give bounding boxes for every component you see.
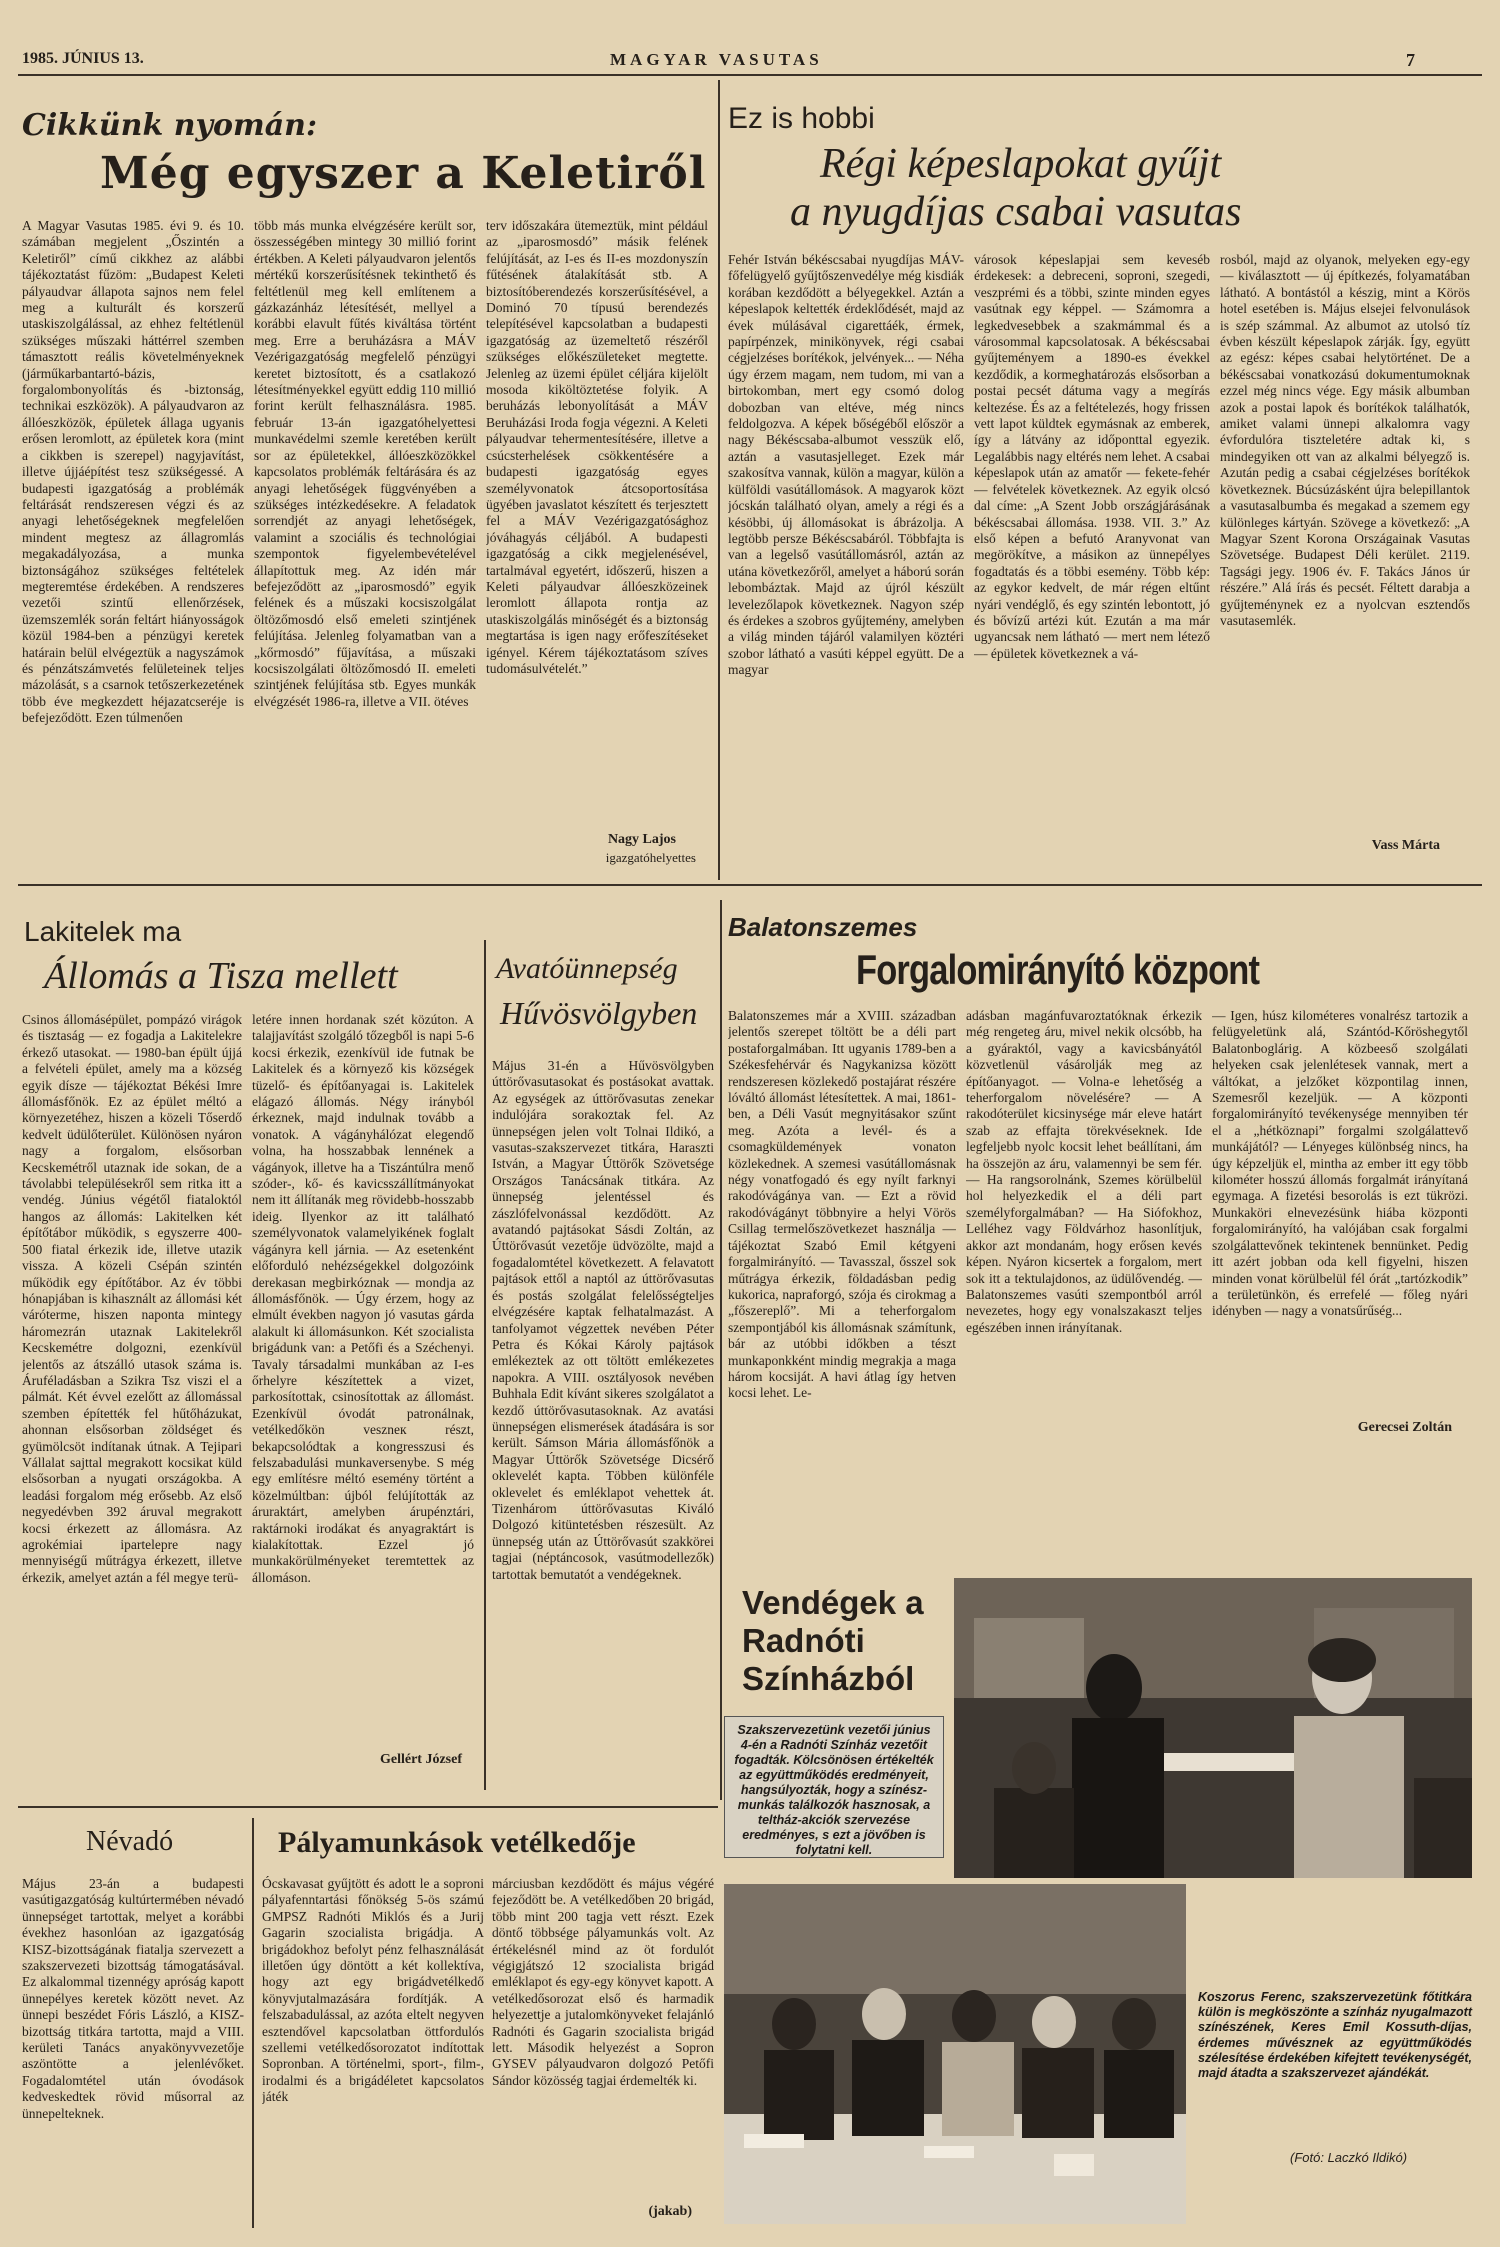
palya-title: Pályamunkások vetélkedője	[278, 1826, 636, 1859]
balaton-col-1: Balatonszemes már a XVIII. században jelentős szerepet töltött be a déli part postaforgalmában. Itt ugyanis 1789-ben a Székesfehérvár és Nagykanizsa között rendszeresen közlekedő postajárat részére lóváltó állomást létesítettek. A mai, 1861-ben, a Déli Vasút megnyitásakor szűnt meg. Azóta a levél- és a csomagküldemények vonaton közlekednek. A szemesi vasútállomásnak négy vonatfogadó és egy nyílt farknyi rakodóvágánya van. — Ezt a rövid rakodóvágányt többnyire a helyi Vörös Csillag termelőszövetkezet használja — tájékoztat Szabó Emil kétgyeni forgalmirányító. — Tavasszal, ősszel sok műtrágya érkezik, földadásban pedig kukorica, napraforgó, szója és cirokmag a „főszereplő”. Mi a teherforgalom szempontjából kis állomásnak számítunk, bár az utóbbi időkben a tészt munkaponkként mindig megrakja a maga három kocsiját. A havi átlag így hetven kocsi lehet. Le-	[728, 1008, 956, 1401]
masthead-date: 1985. JÚNIUS 13.	[22, 50, 144, 67]
keleti-col-2: több más munka elvégzésére került sor, összességében mintegy 30 millió forint értékben. A Keleti pályaudvaron jelentős mértékű korszerűsítésnek tekinthető és feltétlenül meg kell említenem a gázkazánház létesítését, mellyel a korábbi elavult fűtés kiváltása történt meg. Erre a beruházásra a MÁV Vezérigazgatóság megfelelő pénzügyi keretet biztosított, és a csatlakozó létesítményekkel együtt eddig 110 millió forint került felhasználásra. 1985. február 13-án igazgatóhelyettesi munkavédelmi szemle keretében került sor az épületekkel, állóeszközökkel kapcsolatos problémák feltárására és az anyagi lehetőségek függvényében a szükséges intézkedésekre. A feladatok sorrendjét az anyagi lehetőségek, valamint a szociális és technológiai szempontok figyelembevételével állapítottuk meg. Az idén már befejeződött az „iparosmosdó” egyik felének és a műszaki kocsiszolgálat öltözőmosdó első emeleti szintjének felújítása. Jelenleg folyamatban van a „kőrmosdó” fűjavítása, a műszaki kocsiszolgálati öltözőmosdó II. emeleti szintjének felújítása stb. Egyes munkák elvégzését 1986-ra, illetve a VII. ötéves	[254, 218, 476, 709]
lakitelek-kicker: Lakitelek ma	[24, 916, 182, 947]
avato-title-line-1: Avatóünnepség	[496, 952, 678, 985]
keleti-kicker: Cikkünk nyomán:	[22, 108, 318, 143]
palya-col-1: Ócskavasat gyűjtött és adott le a soproni pályafenntartási főnökség 5-ös számú GMPSZ Radnóti Miklós és a Jurij Gagarin szocialista brigádja. A brigádokhoz befolyt pénz felhasználását illetően úgy döntött a két kollektíva, hogy azt egy brigádvetélkedő könyvjutalmazására fordítják. A felszabadulással, az azóta eltelt negyven esztendővel kapcsolatban öttfordulós szellemi vetélkedősorozatot indítottak Sopronban. A történelmi, sport-, film-, irodalmi és a brigádéletet kapcsolatos játék	[262, 1876, 484, 2105]
nevado-title: Névadó	[86, 1826, 174, 1857]
vendegek-caption-1: Szakszervezetünk vezetői június 4-én a Radnóti Színház vezetőit fogadták. Kölcsönösen értékelték az együttműködés eredményeit, hangsúlyozták, hogy a színész-munkás találkozók hasznosak, a teltház-akciók szervezése eredményes, s ezt a jövőben is folytatni kell.	[724, 1716, 944, 1858]
section-rule-middle	[18, 884, 1482, 886]
balaton-signature: Gerecsei Zoltán	[1357, 1420, 1452, 1435]
keleti-col-3: terv időszakára ütemeztük, mint például az „iparosmosdó” másik felének felújítását, az I-es és II-es mozdonyszín fűtésének átalakítását stb. A biztosítóberendezés korszerűsítésével, a Dominó 70 típusú berendezés telepítésével kapcsolatban a budapesti igazgatóság az üzemeltető részéről szükséges előkészületeket megtette. Jelenleg az üzemi épület céljára kijelölt mosoda kiköltöztetése folyik. A beruházás lebonyolítását a MÁV Beruházási Iroda fogja végezni. A Keleti pályaudvar tehermentesítésére, illetve a csúcsterhelések csökkentésére a budapesti igazgatóság egyes személyvonatok átcsoportosítása ügyében javaslatot készített és terjesztett fel a MÁV Vezérigazgatósághoz jóváhagyás céljából. A budapesti igazgatóság a cikk megjelenésével, tartalmával egyetért, időszerű, hiszen a Keleti pályaudvar állóeszközeinek leromlott állapota rontja az utaskiszolgálás minőségét és a biztonság megtartása is igen nagy erőfeszítéseket igényel. Kérem tájékoztatásom szíves tudomásulvételét.”	[486, 218, 708, 676]
palya-col-2: márciusban kezdődött és május végéré fejeződött be. A vetélkedőben 20 brigád, több mint 200 tagja vett részt. Ezek döntő többsége pályamunkás volt. Az értékelésnél mind az öt fordulót végigjátszó 12 szocialista brigád emléklapot és egy-egy könyvet kapott. A vetélkedősorozat első és harmadik helyezettje a jutalomkönyveket felajánló Radnóti és Gagarin szocialista brigád lett. Második helyezést a Sopron GYSEV pályaudvaron dolgozó Petőfi Sándor közösség tagjai érdemelték ki.	[492, 1876, 714, 2088]
masthead-rule	[18, 74, 1482, 76]
photo-meeting	[724, 1884, 1186, 2224]
balaton-col-2: adásban magánfuvaroztatóknak érkezik még rengeteg áru, mivel nekik olcsóbb, ha a gyáraktól, vagy a kavicsbányától közvetlenül vásárolják meg az építőanyagot. — Volna-e lehetőség a teherforgalom növelésére? — A rakodóterület kicsinysége már eleve határt szab az effajta törekvéseknek. Ide legfeljebb nyolc kocsit lehet beállítani, ám ha összejön az áru, valamennyi be sem fér. — Ha rangsorolnánk, Szemes körülbelül hol helyezkedik el a déli part személyforgalmában? — Ha Siófokhoz, Lelléhez vagy Földvárhoz hasonlítjuk, akkor azt mondanám, hogy erősen kevés képen. Nyáron kicsertek a forgalom, mert sok itt a tektulajdonos, az üdülővendég. — Balatonszemes vasúti szempontból arról nevezetes, hogy egy vonalszakaszt teljes egészében innen irányítanak.	[966, 1008, 1202, 1335]
palya-signature: (jakab)	[648, 2204, 692, 2219]
hobbi-col-3: rosból, majd az olyanok, melyeken egy-egy — kiválasztott — új építkezés, folyamatában látható. A bontástól a készig, mint a Körös hotel esetében is. Május elsejei felvonulások is szép számmal. Az albumot az utolsó tíz évben készült képeslapok zárják. Így, együtt az egész: képes csabai helytörténet. De a békéscsabai vonatkozású dokumentumoknak ezzel még nincs vége. Egy másik albumban azok a postai lapok és borítékok találhatók, amiket valami ünnepi alkalomra vagy évfordulóra tiszteletére adtak ki, s mindegyiken ott van az alkalmi bélyegző is. Azután pedig a csabai cégjelzéses borítékok következnek. Búcsúzásként újra belepillantok a vasutasalbumba és megakad a szemem egy különleges kártyán. Szövege a következő: „A Magyar Szent Korona Országainak Vasutas Szövetsége. Budapest Déli kerület. 2119. Tagsági jegy. 1906 év. F. Takács János úr részére.” Alá írás és pecsét. Féltett darabja a gyűjteménynek ez a nyolcvan esztendős vasutasemlék.	[1220, 252, 1470, 628]
keleti-col-1: A Magyar Vasutas 1985. évi 9. és 10. számában megjelent „Őszintén a Keletiről” című cikkhez az alábbi tájékoztatást fűzöm: „Budapest Keleti pályaudvar állapota sajnos nem felel meg a kulturált és korszerű utaskiszolgálással, az ehhez feltétlenül szükséges műszaki háttérrel szemben támasztott reális követelményeknek (járműkarbantartó-bázis, forgalombonyolítás és -biztonság, technikai eszközök). A pályaudvaron az állóeszközök, épületek állaga ugyanis erősen leromlott, az épületek kora (mint a cikkben is szerepel) nagyjavítást, illetve újjáépítést tesz szükségessé. A budapesti igazgatóság a problémák feltárását rendszeresen végzi és az anyagi lehetőségeknek megfelelően mindent megtesz az állagromlás megakadályozása, a munka biztonságához szükséges feltételek megteremtése érdekében. A rendszeres vezetői szintű ellenőrzések, üzemszemlék során feltárt hiányosságok közül 1984-ben a pénzügyi keretek határain belül elvégeztük a nagyszámok és pénzátszámvetés felületeinek teljes mázolását, s a csarnok tetőszerkezetének több éve megkezdett héjazatcseréje is befejeződött. Ezen túlmenően	[22, 218, 244, 726]
hobbi-col-1: Fehér István békéscsabai nyugdíjas MÁV-főfelügyelő gyűjtőszenvedélye még kisdiák korában kezdődött a bélyegekkel. Aztán a képeslapok keltették érdeklődését, majd az évek múlásával cigarettáék, érmek, papírpénzek, minikönyvek, régi csabai cégjelzéses borítékok, jelvények... — Néha úgy érzem magam, nem tudom, mi van a birtokomban, mert egy csomó dolog dobozban van eltéve, még nincs feldolgozva. A képek bőségéből először a nagy Békéscsaba-albumot vesszük elő, aztán a vasutasjelleget. Ezek már szakosítva vannak, külön a magyar, külön a külföldi vasútállomások. A magyarok közt jócskán található olyan, amely a régi és a késöbbi, új állomásokat is ábrázolja. A legtöbb persze Békéscsabáról. Többfajta is van a legelső vasútállomásról, aztán az utána következőről, amelyet a háború során lebombáztak. Majd az újról készült levelezőlapok következnek. Nagyon szép és érdekes a szobros gyűjtemény, amelyben a világ minden tájáról valamilyen köztéri szobor látható a vasúti képpel együtt. De a magyar	[728, 252, 964, 678]
mid-divider-1	[484, 940, 486, 1790]
lakitelek-col-2: letére innen hordanak szét közúton. A talajjavítást szolgáló tőzegből is napi 5-6 kocsi érkezik, ezenkívül ide futnak be Lakitelek és a környező kis községek tüzelő- és építőanyagai is. Lakitelek elágazó állomás. Négy irányból érkeznek, majd indulnak tovább a vonatok. A vágányhálózat elegendő volna, ha hosszabbak lennének a vágányok, illetve ha a Tiszántúlra menő szóder-, kő- és kavicsszállítmányokat nem itt állítanák meg rövidebb-hosszabb ideig. Ilyenkor az itt található személyvonatok valamelyikének foglalt vágányra kell járnia. — Az esetenként előforduló nehézségekkel dolgozóink derekasan megbirkóznak — mondja az állomásfőnök. — Úgy érzem, hogy az elmúlt években nagyon jó vasutas gárda alakult ki állomásunkon. Két szocialista brigádunk van: a Petőfi és a Széchenyi. Tavaly társadalmi munkában az I-es őrhelyre készítettek a vizet, parkosítottak, csinosítottak az állomást. Ezenkívül óvodát patronálnak, vetélkedőkön veszneк részt, bekapcsolódtak a kongresszusi és felszabadulási munkaversenybe. S még egy említésre méltó esemény történt a közelmúltban: újból felújították az áruraktárt, amelyben árupénztári, raktárnoki irodákat és anyagraktárt is kialakítottak. Ezzel jó munkakörülményeket teremtettek az állomáson.	[252, 1012, 474, 1585]
photo-meeting-illustration	[724, 1884, 1186, 2224]
vendegek-caption-2: Koszorus Ferenc, szakszervezetünk főtitkára külön is megköszönte a színház nyugalmazott színészének, Keres Emil Kossuth-díjas, érdemes művésznek az együttműködés szélesítése érdekében kifejtett tevékenységét, majd átadta a szakszervezet ajándékát.	[1198, 1990, 1472, 2081]
hobbi-col-2: városok képeslapjai sem keveséb érdekesek: a debreceni, soproni, szegedi, veszprémi és a többi, szinte minden egyes vasútnak egy képpel. — Számomra a legkedvesebbek a szakmámmal és a városommal kapcsolatosak. A békéscsabai gyűjteményem a 1890-es évekkel kezdődik, a kormeghatározás elsősorban a postai pecsét dátuma vagy a megírás keltezése. És az a feltételezés, hogy frissen vett lapot küldtek egymásnak az emberek, így a látvány az időponttal egyezik. Legalábbis nagy eltérés nem lehet. A csabai képeslapok után az amatőr — fekete-fehér — felvételek következnek. Az egyik olcsó dal címe: „A Szent Jobb országjárásának békéscsabai állomása. 1938. VII. 3.” Az első képen a befutó Aranyvonat van megörökítve, a másikon az ünnepélyes fogadtatás és a többi esemény. Több kép: az egykor kedvelt, de már régen eltűnt nyári vendéglő, és egy szintén lebontott, jó és bővízű artézi kút. Ezután a ma már ugyancsak nem látható — mert nem létező — épületek következnek a vá-	[974, 252, 1210, 661]
photo-handshake-illustration	[954, 1578, 1472, 1878]
section-rule-bottom	[18, 1806, 718, 1808]
mid-divider-2	[720, 900, 722, 1800]
hobbi-kicker: Ez is hobbi	[728, 102, 875, 135]
balaton-col-3: — Igen, húsz kilométeres vonalrész tartozik a felügyeletünk alá, Szántód-Kőröshegytől Balatonboglárig. A közbeeső szolgálati helyeken csak jelenlétesek vannak, mert a váltókat, a jelzőket központilag innen, Szemesről kezeljük. — A központi forgalomirányító tevékenysége mennyiben tér el a „hétköznapi” forgalmi szolgálattevő munkájától? — Lényeges különbség nincs, ha úgy képzeljük el, mintha az ember itt egy több kilométer hosszú állomás forgalmát irányítaná egymaga. A fizetési besorolás is ezt tükrözi. Munkaköri elnevezésünk hiába központi forgalomirányító, ha valójában csak forgalmi szolgálattevőnek tekintenek bennünket. Pedig itt azért jobban oda kell figyelni, hiszen minden vonat körülbelül fél órát „tartózkodik” a területünkön, és errefelé — főleg nyári idényben — nagy a vonatsűrűség...	[1212, 1008, 1468, 1319]
masthead-title: MAGYAR VASUTAS	[610, 50, 823, 69]
avato-body: Május 31-én a Hűvösvölgyben úttörővasutasokat és postásokat avattak. Az egységek az úttörővasutas zenekar indulójára sorakoztak fel. Az ünnepségen jelen volt Tolnai Ildikó, a vasutas-szakszervezet titkára, Haraszti István, a Magyar Úttörők Szövetsége Országos Tanácsának titkára. Az ünnepség jelentéssel és zászlófelvonással kezdődött. Az avatandó pajtásokat Sásdi Zoltán, az Úttörővasút vezetője üdvözölte, majd a fogadalomtétel következett. A felavatott pajtások ettől a naptól az úttörővasutas és postás szolgálat felelősségteljes elvégzésére kaptak felhatalmazást. A tanfolyamot végzettek nevében Péter Petra és Kókai Károly pajtások emlékeztek az ott töltött emlékezetes napokra. A VIII. osztályosok nevében Buhhala Edit kívánt sikeres szolgálatot a kezdő úttörővasutasoknak. Az avatási ünnepségen elismerések átadására is sor került. Sámson Mária állomásfőnök a Magyar Úttörők Szövetsége Dicsérő oklevelét kapta. Többen különféle oklevelet és emléklapot vehettek át. Tizenhárom úttörővasutas Kiváló Dolgozó kitüntetésben részesült. Az ünnepség után az Úttörővasút szakkörei tagjai (néptáncosok, vasútmodellezők) tartottak bemutatót a vendégeknek.	[492, 1058, 714, 1582]
hobbi-signature: Vass Márta	[1371, 838, 1440, 853]
lakitelek-title: Állomás a Tisza mellett	[44, 955, 398, 997]
balaton-kicker: Balatonszemes	[728, 912, 918, 942]
balaton-title: Forgalomirányító központ	[856, 946, 1260, 993]
nevado-body: Május 23-án a budapesti vasútigazgatóság kultúrtermében névadó ünnepséget tartottak, melyet a korábbi évekhez hasonlóan az igazgatóság KISZ-bizottságának fiatalja szervezett a szakszervezeti bizottság támogatásával. Ez alkalommal tizennégy apróság kapott ünnepélyes keretek között nevet. Az ünnepi beszédet Fóris László, a KISZ-bizottság titkára tartotta, majd a VIII. kerületi Tanács anyakönyvvezetője aszöntötte a jelenlévőket. Fogadalomtétel után óvodások kedveskedtek rövid műsorral az ünnepelteknek.	[22, 1876, 244, 2121]
top-column-divider	[718, 80, 720, 880]
photo-credit: (Fotó: Laczkó Ildikó)	[1290, 2150, 1408, 2165]
avato-title-line-2: Hűvösvölgyben	[500, 995, 698, 1031]
vendegek-title: Vendégek a Radnóti Színházból	[742, 1584, 924, 1697]
page-number: 7	[1406, 50, 1415, 70]
hobbi-title-line-1: Régi képeslapokat gyűjt	[820, 141, 1222, 187]
photo-handshake	[954, 1578, 1472, 1878]
lakitelek-signature: Gellért József	[379, 1752, 462, 1767]
hobbi-title-line-2: a nyugdíjas csabai vasutas	[790, 189, 1242, 235]
keleti-title: Még egyszer a Keletiről	[100, 148, 707, 199]
keleti-signature-role: igazgatóhelyettes	[605, 850, 696, 865]
bottom-divider	[252, 1818, 254, 2228]
keleti-signature-name: Nagy Lajos	[607, 832, 676, 847]
lakitelek-col-1: Csinos állomásépület, pompázó virágok és tisztaság — ez fogadja a Lakitelekre érkező utasokat. — 1980-ban épült újjá a felvételi épület, amely ma a község egyik dísze — tájékoztat Békési Imre állomásfőnök. Ez az épület méltó a környezetéhez, hiszen a közeli Tőserdő kedvelt üdülőterület. Különösen nyáron nagy a forgalom, elsősorban Kecskemétről utaznak ide sokan, de a távolabbi településekről sem ritka itt a vendég. Június végétől fiataloktól hangos az állomás: Lakitelken két építőtábor működik, s egyszerre 400-500 fiatal érkezik ide, illetve utazik vissza. A közeli Csépán szintén működik egy építőtábor. Az év többi hónapjában is kihasznált az állomási két váróterme, hiszen naponta mintegy háromezrán utaznak Lakitelekről Kecskemétre dolgozni, ezenkívül jelentős az átszálló utasok száma is. Áruféladásban a Szikra Tsz viszi el a pálmát. Két évvel ezelőtt az állomással szemben építették fel hűtőházukat, ahonnan elsősorban zöldséget és gyümölcsöt indítanak útnak. A Tejipari Vállalat sajttal megrakott kocsikat küld elsősorban a nyugati országokba. A leadási forgalom még erősebb. Az első negyedévben 392 áruval megrakott kocsi érkezett az állomásra. Az agrokémiai ipartelepre nagy mennyiségű műtrágya érkezett, illetve érkezik, amelyet aztán a fél megye terü-	[22, 1012, 242, 1585]
